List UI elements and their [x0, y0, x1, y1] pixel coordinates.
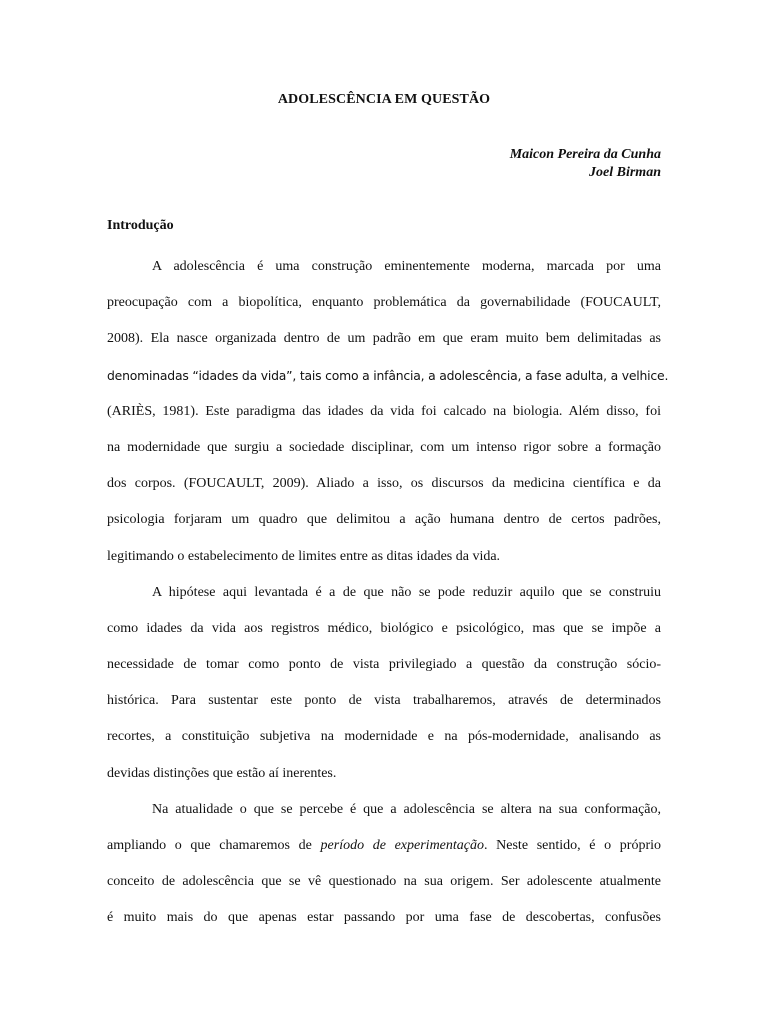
- text-line: necessidade de tomar como ponto de vista privilegiado a questão da construção sócio-: [107, 657, 661, 673]
- text-line: 2008). Ela nasce organizada dentro de um padrão em que eram muito bem delimitadas as: [107, 331, 661, 347]
- text-segment: . Neste sentido, é o próprio: [484, 838, 662, 853]
- body-text: [107, 249, 669, 937]
- text-line: na modernidade que surgiu a sociedade disciplinar, com um intenso rigor sobre a formação: [107, 439, 661, 455]
- document-title: ADOLESCÊNCIA EM QUESTÃO: [277, 92, 491, 107]
- text-line: como idades da vida aos registros médico, biológico e psicológico, mas que se impõe a: [107, 620, 661, 636]
- text-line: Na atualidade o que se percebe é que a adolescência se altera na sua conformação,: [152, 801, 661, 817]
- text-line: recortes, a constituição subjetiva na modernidade e na pós-modernidade, analisando as: [107, 729, 661, 745]
- text-line: denominadas “idades da vida”, tais como a infância, a adolescência, a fase adulta, a velhice.: [107, 367, 669, 383]
- author-name: Joel Birman: [589, 165, 661, 180]
- text-line: A adolescência é uma construção eminentemente moderna, marcada por uma: [152, 259, 661, 274]
- text-line: A hipótese aqui levantada é a de que não se pode reduzir aquilo que se construiu: [152, 584, 661, 600]
- text-line: (ARIÈS, 1981). Este paradigma das idades da vida foi calcado na biologia. Além disso, foi: [107, 403, 661, 419]
- text-segment: ampliando o que chamaremos de: [107, 838, 312, 853]
- author-name: Maicon Pereira da Cunha: [509, 147, 661, 162]
- text-line: é muito mais do que apenas estar passando por uma fase de descobertas, confusões: [107, 910, 661, 926]
- text-line: dos corpos. (FOUCAULT, 2009). Aliado a isso, os discursos da medicina científica e da: [107, 476, 661, 492]
- text-line: preocupação com a biopolítica, enquanto problemática da governabilidade (FOUCAULT,: [107, 295, 661, 311]
- text-line: [107, 828, 661, 864]
- text-line: histórica. Para sustentar este ponto de vista trabalharemos, através de determinados: [107, 693, 661, 709]
- authors-block: [510, 146, 661, 182]
- text-line: legitimando o estabelecimento de limites entre as ditas idades da vida.: [107, 548, 501, 564]
- text-line: psicologia forjaram um quadro que delimitou a ação humana dentro de certos padrões,: [107, 512, 661, 528]
- section-heading: Introdução: [107, 218, 174, 233]
- emphasized-term: período de experimentação: [320, 838, 485, 853]
- text-line: conceito de adolescência que se vê questionado na sua origem. Ser adolescente atualmente: [107, 874, 661, 890]
- text-line: devidas distinções que estão aí inerentes.: [107, 765, 337, 781]
